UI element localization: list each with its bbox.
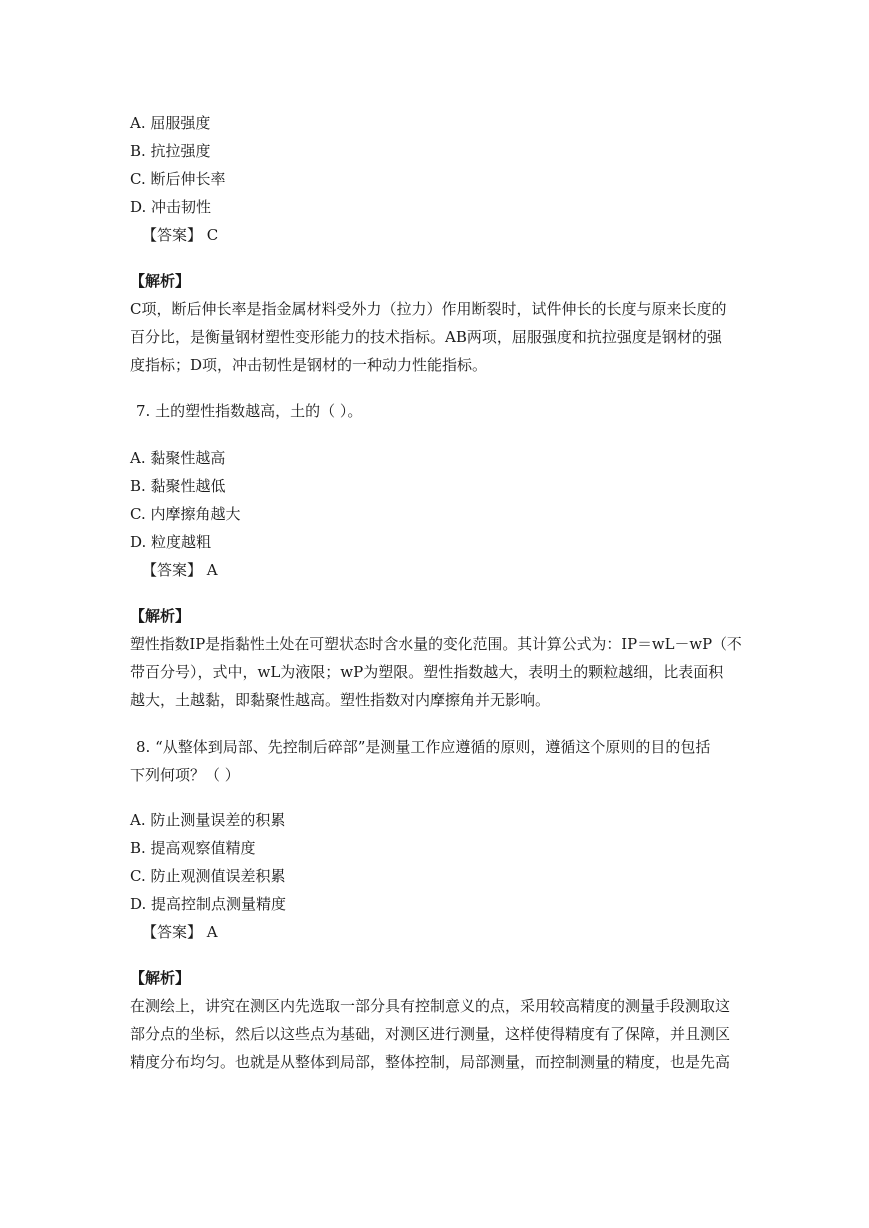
q6-answer: 【答案】 C	[142, 226, 219, 244]
q7-option-c: C. 内摩擦角越大	[130, 505, 241, 523]
q7-question: 7. 土的塑性指数越高，土的（ ）。	[136, 402, 363, 420]
q6-option-d: D. 冲击韧性	[130, 198, 212, 216]
q6-analysis-title: 【解析】	[130, 272, 191, 290]
q6-analysis-line-1: C项，断后伸长率是指金属材料受外力（拉力）作用断裂时，试件伸长的长度与原来长度的	[130, 300, 727, 318]
q8-analysis-line-2: 部分点的坐标，然后以这些点为基础，对测区进行测量，这样使得精度有了保障，并且测区	[130, 1025, 731, 1043]
q8-analysis-title: 【解析】	[130, 969, 191, 987]
q7-analysis-line-3: 越大，土越黏，即黏聚性越高。塑性指数对内摩擦角并无影响。	[130, 691, 551, 709]
q7-option-b: B. 黏聚性越低	[130, 477, 226, 495]
q8-answer: 【答案】 A	[142, 923, 218, 941]
q8-analysis-line-1: 在测绘上，讲究在测区内先选取一部分具有控制意义的点，采用较高精度的测量手段测取这	[130, 997, 731, 1015]
q6-analysis-line-3: 度指标；D项，冲击韧性是钢材的一种动力性能指标。	[130, 356, 488, 374]
q7-analysis-line-1: 塑性指数IP是指黏性土处在可塑状态时含水量的变化范围。其计算公式为：IP＝wL－wP（不	[130, 635, 742, 653]
q6-option-b: B. 抗拉强度	[130, 142, 211, 160]
q7-analysis-line-2: 带百分号），式中，wL为液限；wP为塑限。塑性指数越大，表明土的颗粒越细，比表面积	[130, 663, 724, 681]
q7-answer: 【答案】 A	[142, 561, 218, 579]
q7-option-a: A. 黏聚性越高	[130, 449, 226, 467]
q7-analysis-title: 【解析】	[130, 607, 191, 625]
q6-analysis-line-2: 百分比，是衡量钢材塑性变形能力的技术指标。AB两项，屈服强度和抗拉强度是钢材的强	[130, 328, 722, 346]
q6-option-c: C. 断后伸长率	[130, 170, 226, 188]
q8-option-b: B. 提高观察值精度	[130, 839, 256, 857]
q8-analysis-line-3: 精度分布均匀。也就是从整体到局部，整体控制，局部测量，而控制测量的精度，也是先高	[130, 1053, 731, 1071]
q8-option-d: D. 提高控制点测量精度	[130, 895, 287, 913]
q6-option-a: A. 屈服强度	[130, 114, 211, 132]
q7-option-d: D. 粒度越粗	[130, 533, 212, 551]
q8-question-line-1: 8. “从整体到局部、先控制后碎部”是测量工作应遵循的原则，遵循这个原则的目的包括	[136, 738, 711, 756]
q8-question-line-2: 下列何项？（ ）	[130, 766, 240, 784]
q8-option-c: C. 防止观测值误差积累	[130, 867, 286, 885]
q8-option-a: A. 防止测量误差的积累	[130, 811, 286, 829]
